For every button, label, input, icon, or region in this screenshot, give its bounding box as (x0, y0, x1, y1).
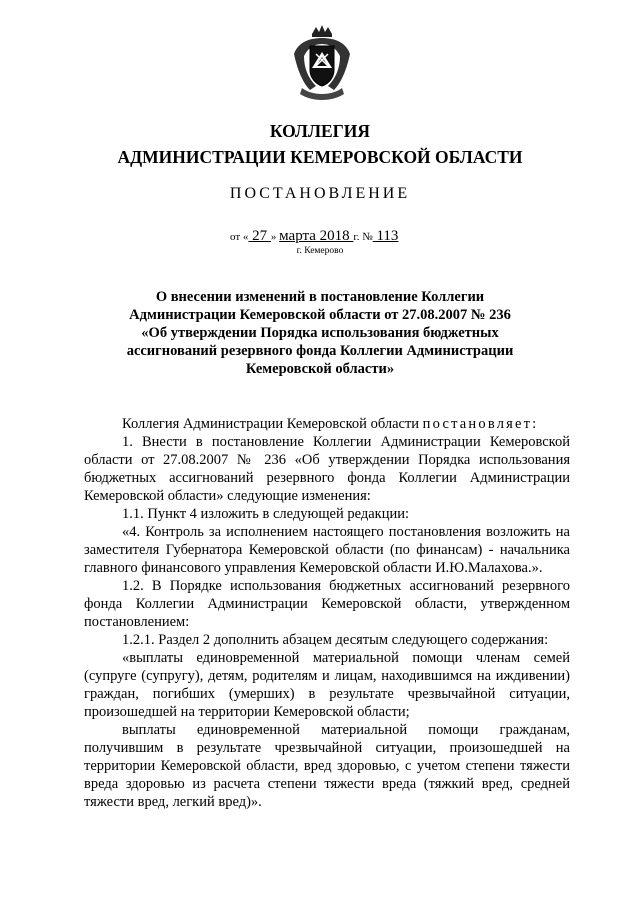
org-name-line1: КОЛЛЕГИЯ (269, 121, 371, 141)
paragraph-text: Коллегия Администрации Кемеровской области (122, 416, 423, 432)
date-month-year: марта 2018 (279, 228, 354, 244)
body-paragraph: 1.2.1. Раздел 2 дополнить абзацем десятым следующего содержания: (122, 632, 549, 648)
document-number: 113 (372, 228, 399, 244)
date-year-suffix: г. № (353, 231, 373, 243)
body-paragraph: 1. Внести в постановление Коллегии Администрации Кемеровской области от 27.08.2007 № 236 «Об утверждении Порядка использования бюджетных ассигнований резервного фонда Коллегии Администрации Кемеровской области» следующие изменения: (84, 434, 570, 504)
document-dateline (230, 228, 398, 245)
coat-of-arms-icon (292, 24, 352, 102)
title-line: О внесении изменений в постановление Коллегии (155, 289, 485, 305)
body-paragraph (84, 415, 570, 433)
document-title (110, 288, 530, 378)
body-paragraph: 1.2. В Порядке использования бюджетных ассигнований резервного фонда Коллегии Администрации Кемеровской области, утвержденном постановлением: (84, 578, 570, 630)
date-prefix: от « (230, 231, 249, 243)
document-type: ПОСТАНОВЛЕНИЕ (229, 185, 411, 202)
body-paragraph: «выплаты единовременной материальной помощи членам семей (супруге (супругу), детям, родителям и лицам, находившимся на иждивении) граждан, погибших (умерших) в результате чрезвычайной ситуации, произошедшей на территории Кемеровской области; (84, 650, 570, 720)
document-city: г. Кемерово (296, 246, 344, 256)
org-name-line2: АДМИНИСТРАЦИИ КЕМЕРОВСКОЙ ОБЛАСТИ (117, 147, 523, 167)
document-body (84, 415, 570, 811)
title-line: «Об утверждении Порядка использования бюджетных (141, 325, 499, 341)
body-paragraph: «4. Контроль за исполнением настоящего постановления возложить на заместителя Губернатора Кемеровской области (по финансам) - начальника главного финансового управления Кемеровской области И.Ю.Малахова.». (84, 524, 570, 576)
date-mid: » (270, 231, 280, 243)
title-line: Кемеровской области» (245, 361, 395, 377)
title-line: Администрации Кемеровской области от 27.08.2007 № 236 (129, 307, 511, 323)
body-paragraph: 1.1. Пункт 4 изложить в следующей редакции: (122, 506, 410, 522)
body-paragraph: выплаты единовременной материальной помощи гражданам, получившим в результате чрезвычайной ситуации, произошедшей на территории Кемеровской области, вред здоровью, с учетом степени тяжести вреда здоровью из расчета степени тяжести вреда (тяжкий вред, средней тяжести вред, легкий вред)». (84, 722, 570, 810)
date-day: 27 (248, 228, 271, 244)
decree-word: постановляет: (422, 416, 539, 432)
title-line: ассигнований резервного фонда Коллегии Администрации (126, 343, 514, 359)
